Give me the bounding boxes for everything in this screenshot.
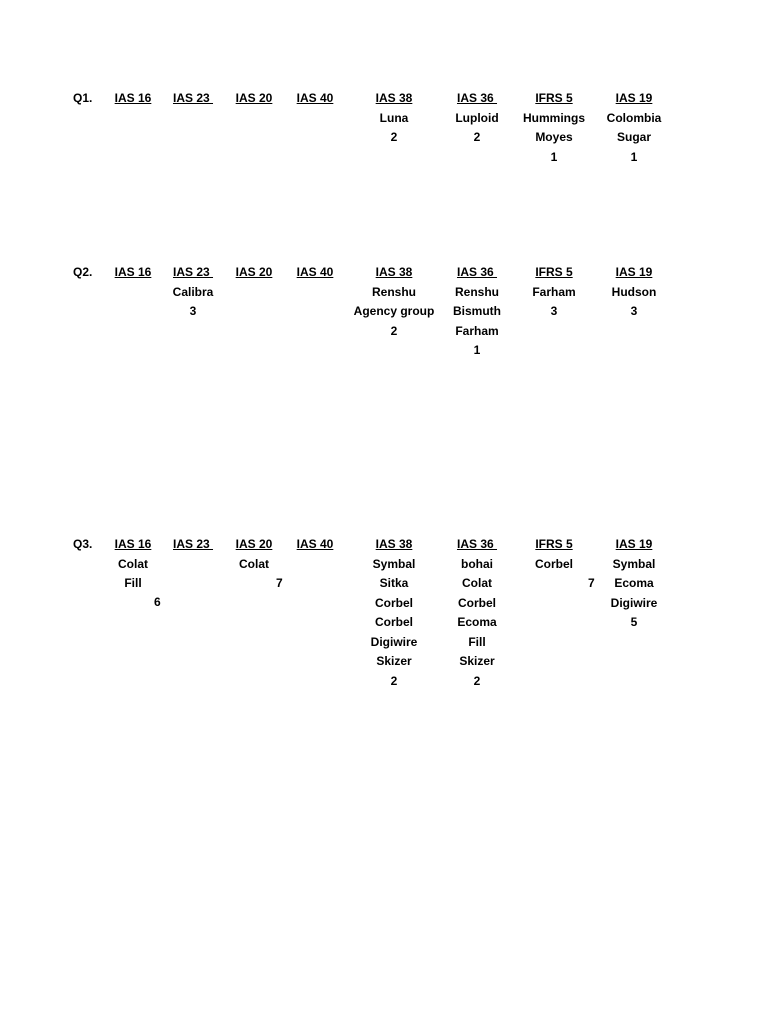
entry: Symbal — [612, 556, 656, 571]
entry: Farham — [532, 284, 576, 299]
entry: Calibra — [172, 284, 214, 299]
entry: 5 — [630, 615, 638, 629]
entry: Colat — [462, 576, 492, 590]
entry: Hummings — [522, 110, 585, 125]
column-header: IAS 40 — [296, 265, 334, 279]
column-ias-38 — [349, 263, 439, 341]
entry: Luna — [379, 110, 409, 125]
entry: Corbel — [534, 556, 573, 571]
column-header: IFRS 5 — [535, 91, 573, 105]
entry: Symbal — [372, 556, 416, 571]
column-ias-19 — [589, 535, 679, 633]
column-header: IFRS 5 — [535, 537, 573, 551]
column-header: IAS 20 — [235, 91, 273, 105]
entry: Corbel — [457, 595, 496, 610]
column-ias-40 — [270, 89, 360, 109]
entry: 1 — [630, 149, 638, 164]
entry: Sitka — [379, 576, 409, 590]
column-ias-40 — [270, 535, 360, 555]
entry: Moyes — [535, 130, 573, 144]
column-header: IAS 16 — [114, 537, 152, 551]
column-ias-19 — [589, 263, 679, 322]
entry: 2 — [473, 673, 481, 688]
column-ias-38 — [349, 535, 439, 691]
entry: 1 — [550, 149, 558, 164]
entry: Colat — [239, 556, 269, 571]
column-header: IAS 36 — [456, 265, 498, 279]
entry: Sugar — [616, 130, 651, 144]
entry: Farham — [455, 323, 499, 338]
entry: 1 — [473, 343, 481, 357]
column-ifrs-5 — [509, 535, 599, 574]
entry: 2 — [473, 130, 481, 144]
column-ias-19 — [589, 89, 679, 167]
question-label: Q2. — [73, 265, 93, 279]
column-header: IAS 23 — [172, 91, 214, 105]
column-header: IAS 16 — [114, 265, 152, 279]
column-header: IAS 16 — [114, 91, 152, 105]
column-ias-40 — [270, 263, 360, 283]
entry: 3 — [550, 304, 558, 318]
entry: Fill — [124, 576, 142, 590]
ifrs-5-count: 7 — [588, 576, 595, 590]
column-header: IAS 19 — [615, 265, 653, 279]
entry: Renshu — [454, 284, 499, 299]
column-header: IAS 23 — [172, 265, 214, 279]
column-header: IAS 23 — [172, 537, 214, 551]
entry: Hudson — [611, 284, 657, 299]
entry: Corbel — [374, 615, 413, 629]
entry: Corbel — [374, 595, 413, 610]
column-ias-38 — [349, 89, 439, 148]
entry: Agency group — [353, 304, 435, 318]
question-label: Q3. — [73, 537, 93, 551]
entry: 2 — [390, 673, 398, 688]
column-header: IFRS 5 — [535, 265, 573, 279]
column-header: IAS 38 — [375, 265, 413, 279]
entry: Skizer — [376, 654, 412, 668]
column-ifrs-5 — [509, 89, 599, 167]
entry: Digiwire — [610, 595, 658, 610]
entry: 2 — [390, 323, 398, 338]
column-header: IAS 19 — [615, 91, 653, 105]
ias-16-count: 6 — [154, 595, 161, 609]
entry: Bismuth — [453, 304, 501, 318]
entry: bohai — [461, 556, 493, 571]
column-header: IAS 38 — [375, 91, 413, 105]
entry: Digiwire — [370, 634, 418, 649]
entry: Ecoma — [457, 615, 497, 629]
entry: Fill — [468, 634, 486, 649]
entry: Ecoma — [614, 576, 654, 590]
column-ifrs-5 — [509, 263, 599, 322]
entry: Renshu — [371, 284, 416, 299]
ias-20-count: 7 — [276, 576, 283, 590]
entry: Colombia — [606, 110, 662, 125]
column-header: IAS 38 — [375, 537, 413, 551]
column-header: IAS 40 — [296, 537, 334, 551]
column-header: IAS 19 — [615, 537, 653, 551]
entry: 3 — [189, 304, 197, 318]
entry: Colat — [118, 556, 148, 571]
question-label: Q1. — [73, 91, 93, 105]
column-header: IAS 40 — [296, 91, 334, 105]
entry: 2 — [390, 130, 398, 144]
entry: 3 — [630, 304, 638, 318]
column-header: IAS 36 — [456, 91, 498, 105]
entry: Luploid — [455, 110, 499, 125]
entry: Skizer — [459, 654, 495, 668]
column-header: IAS 20 — [235, 265, 273, 279]
column-header: IAS 20 — [235, 537, 273, 551]
column-header: IAS 36 — [456, 537, 498, 551]
